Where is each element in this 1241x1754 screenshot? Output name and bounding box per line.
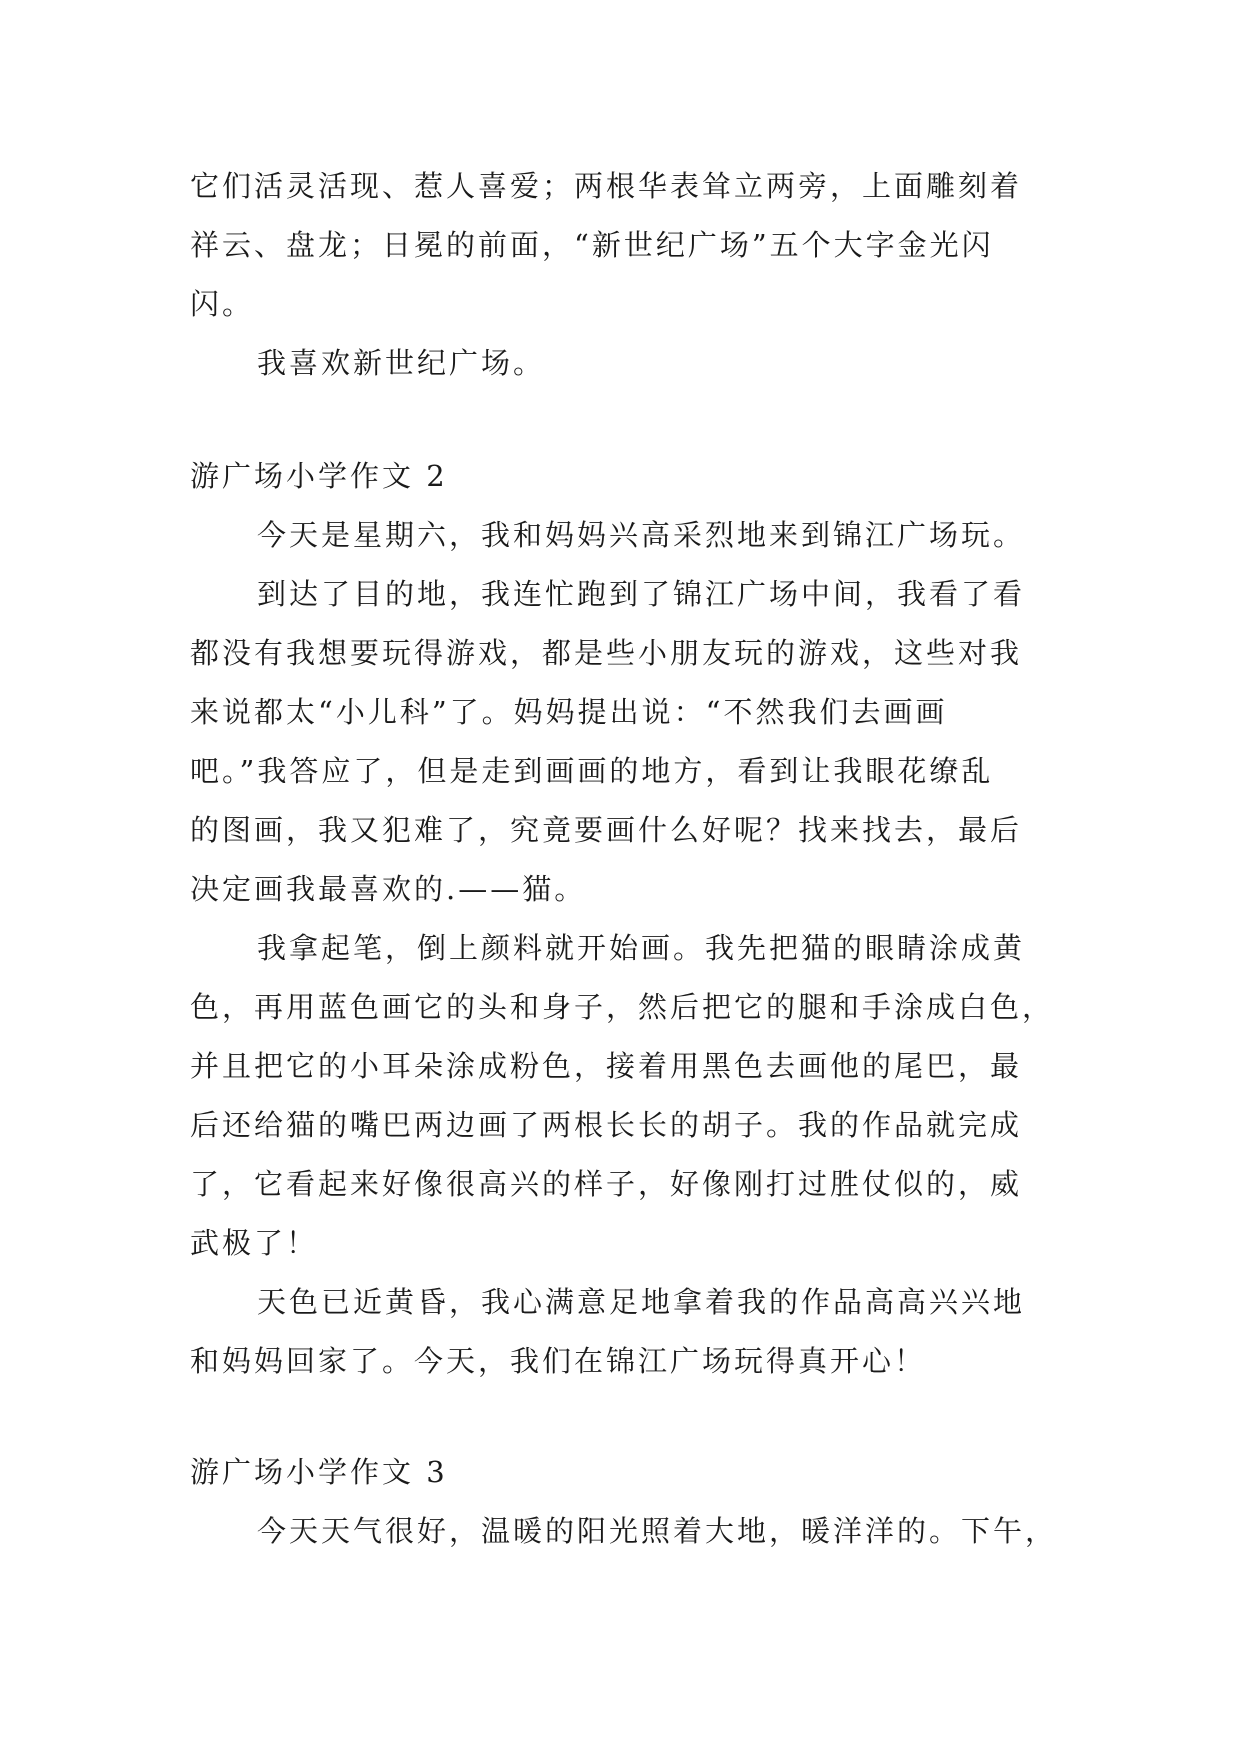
section-heading: 游广场小学作文 3 xyxy=(190,1455,448,1489)
section-heading: 游广场小学作文 2 xyxy=(190,459,448,493)
paragraph-line: 今天是星期六，我和妈妈兴高采烈地来到锦江广场玩。 xyxy=(257,518,1026,552)
paragraph-line: 祥云、盘龙；日冕的前面，“新世纪广场”五个大字金光闪 xyxy=(190,228,994,262)
paragraph-line: 我拿起笔，倒上颜料就开始画。我先把猫的眼睛涂成黄 xyxy=(257,931,1026,965)
paragraph-line: 到达了目的地，我连忙跑到了锦江广场中间，我看了看 xyxy=(257,577,1026,611)
paragraph-line: 色，再用蓝色画它的头和身子，然后把它的腿和手涂成白色， xyxy=(190,990,1055,1024)
paragraph-line: 今天天气很好，温暖的阳光照着大地，暖洋洋的。下午， xyxy=(257,1514,1058,1548)
paragraph-line: 和妈妈回家了。今天，我们在锦江广场玩得真开心！ xyxy=(190,1344,927,1378)
paragraph-line: 闪。 xyxy=(190,287,255,321)
paragraph-line: 的图画，我又犯难了，究竟要画什么好呢？找来找去，最后 xyxy=(190,813,1023,847)
paragraph-line: 后还给猫的嘴巴两边画了两根长长的胡子。我的作品就完成 xyxy=(190,1108,1023,1142)
paragraph-line: 了，它看起来好像很高兴的样子，好像刚打过胜仗似的，威 xyxy=(190,1167,1023,1201)
paragraph-line: 它们活灵活现、惹人喜爱；两根华表耸立两旁，上面雕刻着 xyxy=(190,169,1023,203)
paragraph-line: 吧。”我答应了，但是走到画画的地方，看到让我眼花缭乱 xyxy=(190,754,994,788)
paragraph-line: 我喜欢新世纪广场。 xyxy=(257,346,546,380)
paragraph-line: 并且把它的小耳朵涂成粉色，接着用黑色去画他的尾巴，最 xyxy=(190,1049,1023,1083)
paragraph-line: 天色已近黄昏，我心满意足地拿着我的作品高高兴兴地 xyxy=(257,1285,1026,1319)
paragraph-line: 武极了！ xyxy=(190,1226,319,1260)
paragraph-line: 来说都太“小儿科”了。妈妈提出说：“不然我们去画画 xyxy=(190,695,948,729)
paragraph-line: 决定画我最喜欢的.——猫。 xyxy=(190,872,587,906)
paragraph-line: 都没有我想要玩得游戏，都是些小朋友玩的游戏，这些对我 xyxy=(190,636,1023,670)
